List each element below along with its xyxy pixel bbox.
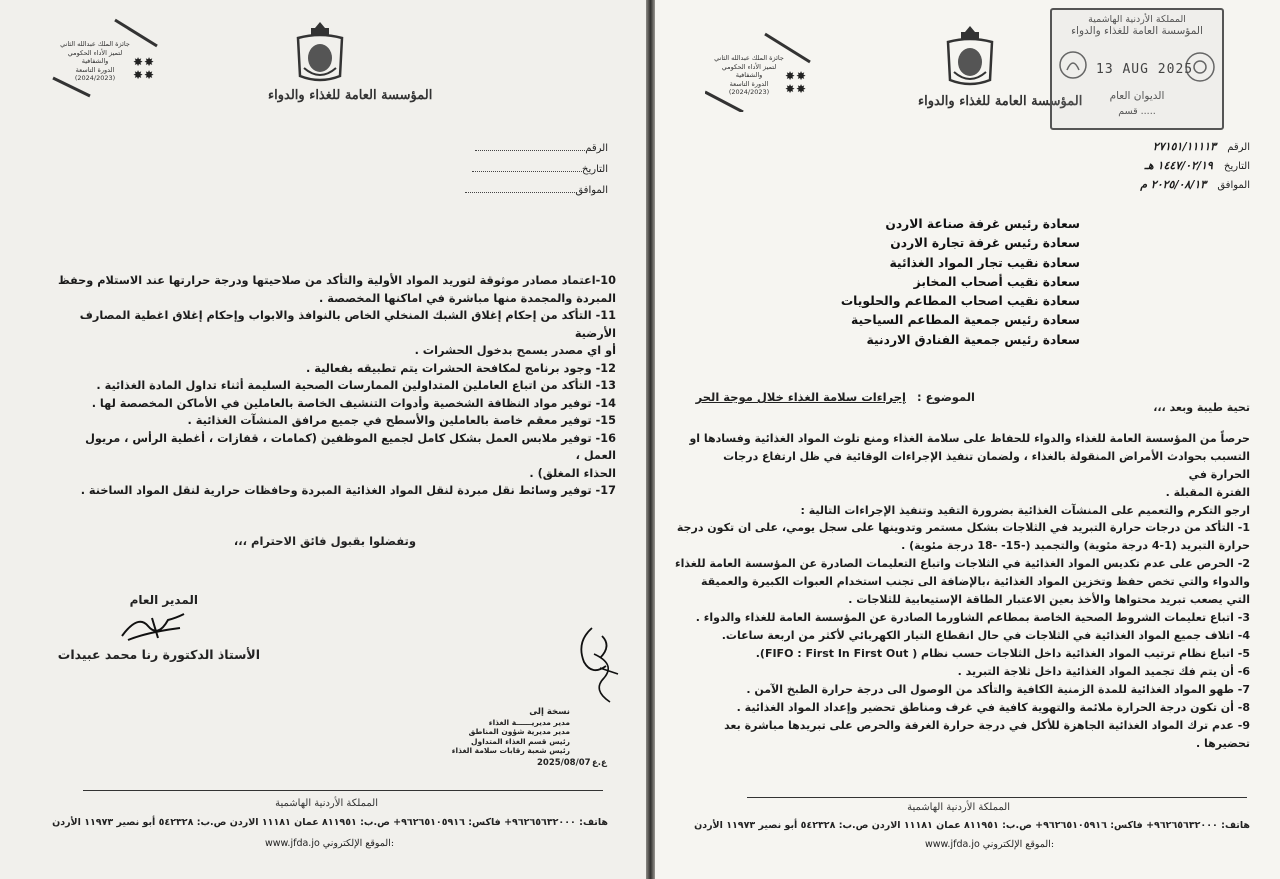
list-item: 16- توفير ملابس العمل بشكل كامل لجميع الموظفين (كمامات ، قفازات ، أغطية الرأس ، مريول العمل ،: [85, 431, 616, 462]
ref-corresponding-label: الموافق: [575, 185, 608, 196]
request-line: ارجو التكرم والتعميم على المنشآت الغذائية بضرورة التقيد وتنفيذ الإجراءات التالية :: [800, 504, 1250, 517]
cc-initials: ع.ع: [592, 758, 607, 768]
intro-paragraph: حرصاً من المؤسسة العامة للغذاء والدواء للحفاظ على سلامة الغذاء ومنع تلوث المواد الغذائية وفسادها او التسبب بحوادث الأمراض المنقولة بالغذاء ، ولضمان تنفيذ الإجراءات الوقائية في ظل ارتفاع درجات الحرارة في الفترة المقبلة .: [689, 432, 1250, 499]
items-list: [56, 272, 616, 500]
list-item: التي يصعب تبريد محتواها والأخذ بعين الاعتبار الطاقة الإستيعابية للثلاجات .: [848, 593, 1250, 606]
letter-page-1: [655, 0, 1280, 879]
list-item: 1- التأكد من درجات حرارة التبريد في الثلاجات بشكل مستمر وتدوينها على سجل يومي، على ان تكون درجة: [676, 521, 1250, 534]
signer-title: المدير العام: [129, 593, 198, 607]
footer-contact: هاتف: ٩٦٢٦٥٦٣٢٠٠٠+ فاكس: ٩٦٢٦٥١٠٥٩١٦+ ص.ب: ٨١١٩٥١ عمان ١١١٨١ الاردن ص.ب: ٥٤٢٣٢٨ أبو نصير ١١٩٧٣ الأردن: [52, 817, 608, 828]
ref-corresponding-value: ٢٠٢٥/٠٨/١٣ م: [1140, 178, 1207, 191]
reference-block: [1140, 140, 1250, 197]
jordan-emblem-icon: [292, 18, 348, 88]
received-stamp: المملكة الأردنية الهاشمية المؤسسة العامة للغذاء والدواء 13 AUG 2025 الديوان العام قسم .....: [1050, 8, 1224, 130]
cc-block: [420, 708, 570, 756]
cc-line: رئيس قسم الغذاء المتداول: [471, 736, 570, 746]
list-item: 10-اعتماد مصادر موثوقة لتوريد المواد الأولية والتأكد من صلاحيتها ودرجة حرارتها عند الاستلام وحفظ: [57, 274, 616, 287]
ref-number-label: الرقم: [1227, 142, 1250, 153]
cc-date: 2025/08/07: [537, 758, 591, 768]
stamp-date: 13 AUG 2025: [1096, 62, 1194, 77]
list-item: 15- توفير معقم خاصة بالعاملين والأسطح في جميع مرافق المنشآت الغذائية .: [187, 414, 616, 427]
recipient-line: سعادة رئيس جمعية الفنادق الاردنية: [866, 332, 1080, 347]
recipient-line: سعادة رئيس جمعية المطاعم السياحية: [850, 313, 1080, 328]
subject-label: الموضوع :: [917, 390, 975, 404]
stars-icon: ✸✸ ✸✸: [133, 55, 156, 82]
closing-phrase: وتفضلوا بقبول فائق الاحترام ،،،: [233, 534, 416, 548]
ref-number-label: الرقم: [585, 143, 608, 154]
cc-title: نسخة إلى: [529, 707, 570, 717]
recipient-line: سعادة نقيب تجار المواد الغذائية: [889, 255, 1080, 270]
ref-corresponding-label: الموافق: [1217, 180, 1250, 191]
footer-website: www.jfda.jo الموقع الإلكتروني:: [925, 839, 1055, 850]
subject-line: [696, 386, 975, 405]
signature-icon: [118, 610, 188, 644]
list-item: 14- توفير مواد النظافة الشخصية وأدوات التنشيف الخاصة بالعاملين في الأماكن المخصصة لها .: [91, 396, 616, 410]
list-item: 6- أن يتم فك تجميد المواد الغذائية داخل ثلاجة التبريد .: [957, 665, 1250, 678]
page-gap: [646, 0, 655, 879]
cc-line: مدير مديريــــــة الغذاء: [488, 717, 570, 727]
award-badge: جائزة الملك عبدالله الثاني لتميز الأداء الحكومي والشفافية الدورة التاسعة (2024/2023) ✸✸ ✸✸: [705, 32, 820, 112]
list-item: أو اي مصدر يسمح بدخول الحشرات .: [414, 344, 616, 357]
footer-contact: هاتف: ٩٦٢٦٥٦٣٢٠٠٠+ فاكس: ٩٦٢٦٥١٠٥٩١٦+ ص.ب: ٨١١٩٥١ عمان ١١١٨١ الاردن ص.ب: ٥٤٢٣٢٨ أبو نصير ١١٩٧٣ الأردن: [694, 820, 1250, 831]
footer-kingdom: المملكة الأردنية الهاشمية: [275, 798, 378, 809]
items-list: [675, 519, 1250, 753]
jordan-emblem-icon: [942, 22, 998, 92]
list-item: الحذاء المغلق) .: [529, 466, 616, 480]
list-item: 7- طهو المواد الغذائية للمدة الزمنية الكافية والتأكد من الوصول الى درجة حرارة الطبخ الآمن .: [746, 683, 1250, 696]
recipient-line: سعادة رئيس غرفة تجارة الاردن: [890, 236, 1080, 251]
footer-divider: [747, 797, 1247, 798]
list-item: والدواء والتي تخص حفظ وتخزين المواد الغذائية ،بالإضافة الى تجنب استخدام العبوات الكبيرة والعميقة: [700, 575, 1250, 588]
list-item: المبردة والمجمدة منها مباشرة في اماكنها المخصصة .: [319, 291, 616, 305]
greeting: تحية طيبة وبعد ،،،: [1153, 401, 1250, 414]
list-item: حرارة التبريد (1-4 درجة مئوية) والتجميد (-15- -18 درجة مئوية) .: [901, 539, 1250, 552]
handwritten-initials-icon: [586, 650, 626, 708]
list-item: 11- التأكد من إحكام إغلاق الشبك المنخلي الخاص بالنوافذ والابواب وإحكام إغلاق اغطية المصارف الأرضية: [79, 309, 616, 340]
list-item: 13- التأكد من اتباع العاملين المتداولين الممارسات الصحية السليمة أثناء تداول المادة الغذائية .: [96, 379, 616, 392]
ref-date-value: ١٤٤٧/٠٢/١٩ هـ: [1144, 159, 1213, 172]
org-name: المؤسسة العامة للغذاء والدواء: [918, 94, 1083, 109]
stars-icon: ✸✸ ✸✸: [785, 69, 808, 96]
cc-line: رئيس شعبة رقابات سلامة الغذاء: [451, 746, 570, 755]
footer-kingdom: المملكة الأردنية الهاشمية: [907, 802, 1010, 813]
ref-date-label: التاريخ: [582, 164, 608, 175]
reference-block: [459, 143, 608, 206]
stamp-emblem-icon: [1058, 48, 1088, 82]
list-item: 3- اتباع تعليمات الشروط الصحية الخاصة بمطاعم الشاورما الصادرة عن المؤسسة العامة للغذاء والدواء .: [695, 611, 1250, 624]
list-item: 4- اتلاف جميع المواد الغذائية في الثلاجات في حال انقطاع التيار الكهربائي لأكثر من اربعة ساعات.: [721, 629, 1250, 642]
list-item: 5- اتباع نظام ترتيب المواد الغذائية داخل الثلاجات حسب نظام ( FIFO : First In First Out).: [755, 647, 1250, 660]
recipient-line: سعادة نقيب اصحاب المطاعم والحلويات: [840, 294, 1080, 309]
recipients-list: [740, 215, 1080, 350]
org-name: المؤسسة العامة للغذاء والدواء: [268, 88, 433, 103]
list-item: 9- عدم ترك المواد الغذائية الجاهزة للأكل في درجة حرارة الغرفة والحرص على تبريدها مباشرة بعد: [724, 719, 1250, 732]
cc-line: مدير مديرية شؤون المناطق: [468, 727, 570, 736]
list-item: 17- توفير وسائط نقل مبردة لنقل المواد الغذائية المبردة وحافظات حرارية لنقل المواد الساخنة .: [80, 484, 616, 497]
signer-name: الأستاذ الدكتورة رنا محمد عبيدات: [57, 647, 260, 662]
list-item: 2- الحرص على عدم تكديس المواد الغذائية في الثلاجات واتباع التعليمات الصادرة عن المؤسسة العامة للغذاء: [675, 557, 1250, 570]
recipient-line: سعادة نقيب أصحاب المخابز: [913, 274, 1080, 289]
list-item: 12- وجود برنامج لمكافحة الحشرات يتم تطبيقه بفعالية .: [306, 361, 616, 375]
recipient-line: سعادة رئيس غرفة صناعة الاردن: [885, 217, 1080, 231]
award-badge: جائزة الملك عبدالله الثاني لتميز الأداء الحكومي والشفافية الدورة التاسعة (2024/2023) ✸✸ ✸✸: [45, 18, 160, 98]
footer-website: www.jfda.jo الموقع الإلكتروني:: [265, 838, 395, 849]
footer-divider: [83, 790, 603, 791]
ref-date-label: التاريخ: [1224, 161, 1250, 172]
ref-number-value: ٢٧١٥١/١١١١٣: [1152, 140, 1217, 153]
list-item: تحضيرها .: [1196, 737, 1250, 750]
list-item: 8- أن تكون درجة الحرارة ملائمة والتهوية كافية في غرف ومناطق تحضير وإعداد المواد الغذائية .: [736, 701, 1250, 714]
subject-text: إجراءات سلامة الغذاء خلال موجة الحر: [695, 390, 906, 404]
